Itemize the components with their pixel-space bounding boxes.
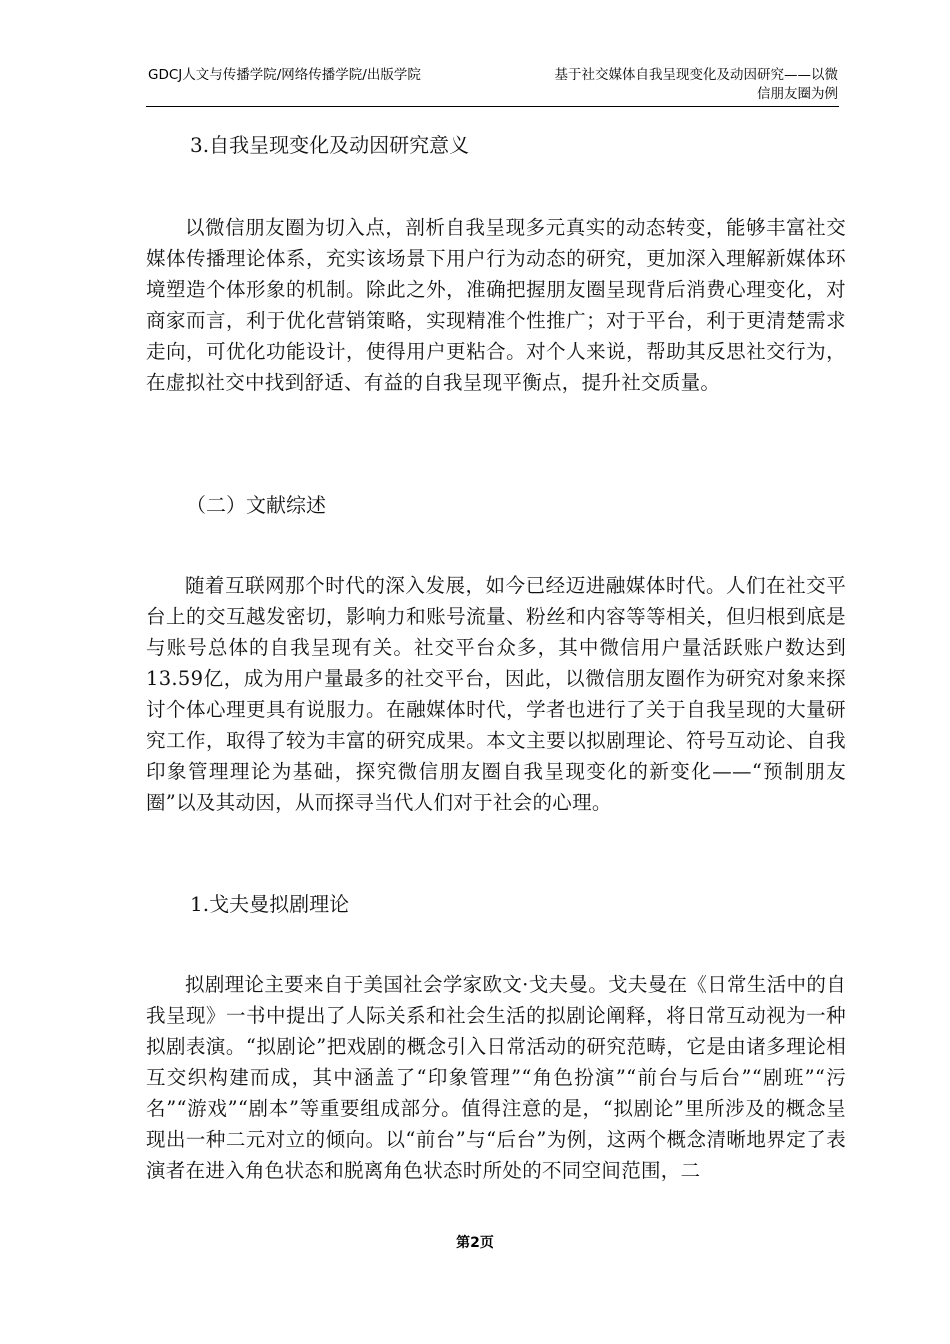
paragraph-significance: 以微信朋友圈为切入点，剖析自我呈现多元真实的动态转变，能够丰富社交媒体传播理论体系，充实该场景下用户行为动态的研究，更加深入理解新媒体环境塑造个体形象的机制。除此之外，准确把握朋友圈呈现背后消费心理变化，对商家而言，利于优化营销策略，实现精准个性推广；对于平台，利于更清楚需求走向，可优化功能设计，使得用户更粘合。对个人来说，帮助其反思社交行为，在虚拟社交中找到舒适、有益的自我呈现平衡点，提升社交质量。 xyxy=(146,216,846,394)
paragraph-literature-review: 随着互联网那个时代的深入发展，如今已经迈进融媒体时代。人们在社交平台上的交互越发密切，影响力和账号流量、粉丝和内容等等相关，但归根到底是与账号总体的自我呈现有关。社交平台众多，其中微信用户量活跃账户数达到13.59亿，成为用户量最多的社交平台，因此，以微信朋友圈作为研究对象来探讨个体心理更具有说服力。在融媒体时代，学者也进行了关于自我呈现的大量研究工作，取得了较为丰富的研究成果。本文主要以拟剧理论、符号互动论、自我印象管理理论为基础，探究微信朋友圈自我呈现变化的新变化——“预制朋友圈”以及其动因，从而探寻当代人们对于社会的心理。 xyxy=(146,574,846,814)
paragraph-goffman: 拟剧理论主要来自于美国社会学家欧文·戈夫曼。戈夫曼在《日常生活中的自我呈现》一书中提出了人际关系和社会生活的拟剧论阐释，将日常互动视为一种拟剧表演。“拟剧论”把戏剧的概念引入日常活动的研究范畴，它是由诸多理论相互交织构建而成，其中涵盖了“印象管理”“角色扮演”“前台与后台”“剧班”“污名”“游戏”“剧本”等重要组成部分。值得注意的是，“拟剧论”里所涉及的概念呈现出一种二元对立的倾向。以“前台”与“后台”为例，这两个概念清晰地界定了表演者在进入角色状态和脱离角色状态时所处的不同空间范围，二 xyxy=(146,973,846,1182)
header-left: GDCJ人文与传播学院/网络传播学院/出版学院 xyxy=(148,67,421,83)
header-divider xyxy=(146,106,839,107)
page-number: 第2页 xyxy=(456,1235,494,1251)
header-right-line2: 信朋友圈为例 xyxy=(757,86,838,102)
section-heading-goffman: 1.戈夫曼拟剧理论 xyxy=(190,892,350,916)
section-heading-significance: 3.自我呈现变化及动因研究意义 xyxy=(190,133,470,157)
header-right-line1: 基于社交媒体自我呈现变化及动因研究——以微 xyxy=(554,67,838,83)
section-heading-literature-review: （二）文献综述 xyxy=(186,493,326,517)
header-right xyxy=(508,66,838,104)
